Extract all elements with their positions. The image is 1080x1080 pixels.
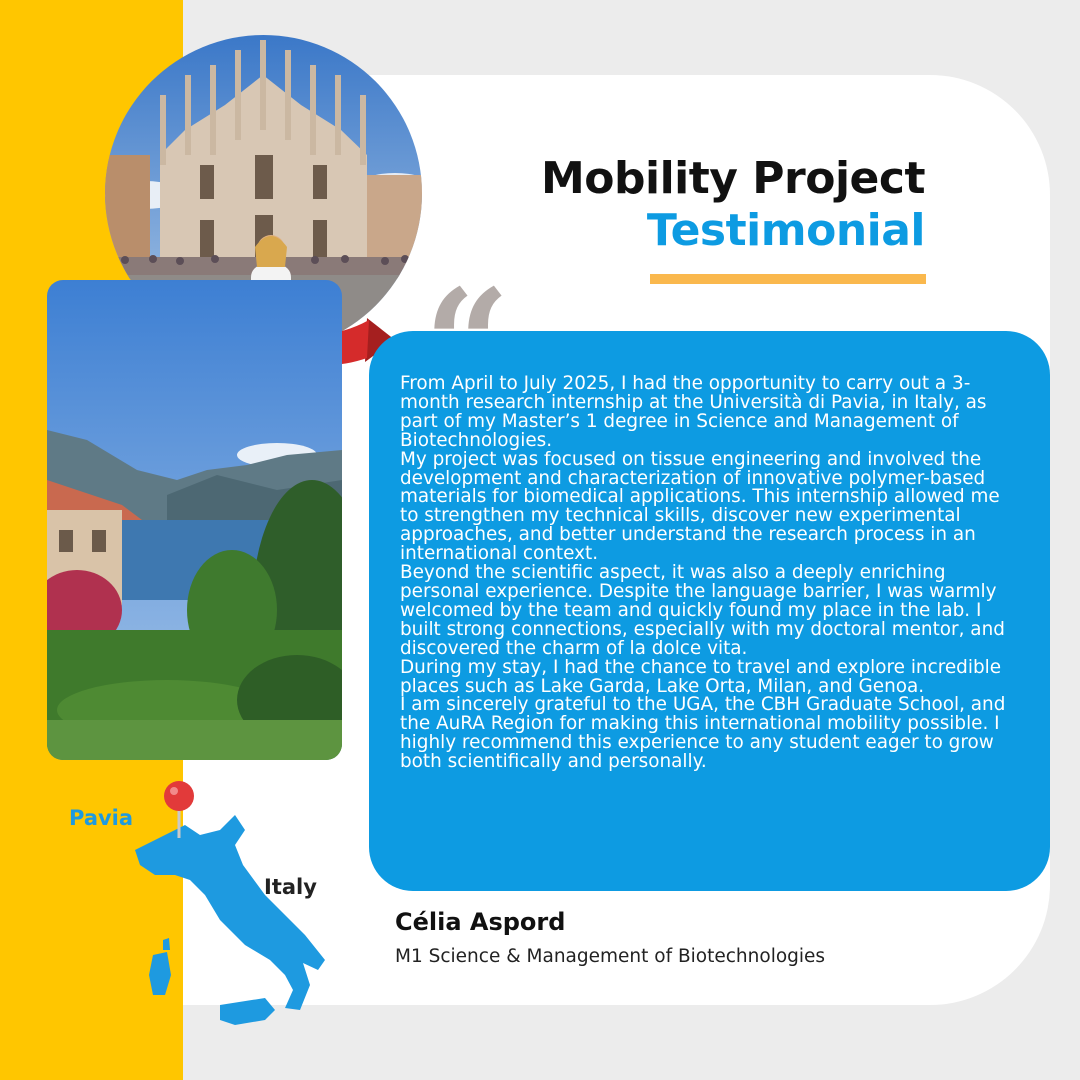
title-line-1: Mobility Project bbox=[540, 153, 925, 204]
lake-como-photo bbox=[47, 280, 342, 760]
testimonial-text: From April to July 2025, I had the opportunity to carry out a 3-month research internship at the Università di Pavia, in Italy, as part of my Master’s 1 degree in Science and Management of Biotechnologies. My project was focused on tissue engineering and involved the development and characterization of innovative polymer-based materials for biomedical applications. This internship allowed me to strengthen my technical skills, discover new experimental approaches, and better understand the research process in an international context. Beyond the scientific aspect, it was also a deeply enriching personal experience. Despite the language barrier, I was warmly welcomed by the team and quickly found my place in the lab. I built strong connections, especially with my doctoral mentor, and discovered the charm of la dolce vita. During my stay, I had the chance to travel and explore incredible places such as Lake Garda, Lake Orta, Milan, and Genoa. I am sincerely grateful to the UGA, the CBH Graduate School, and the AuRA Region for making this international mobility possible. I highly recommend this experience to any student eager to grow both scientifically and personally. bbox=[400, 373, 1006, 773]
italy-label: Italy bbox=[264, 875, 317, 899]
author-name: Célia Aspord bbox=[395, 908, 566, 936]
title-line-2: Testimonial bbox=[646, 205, 925, 256]
pavia-label: Pavia bbox=[69, 806, 134, 830]
author-role: M1 Science & Management of Biotechnologies bbox=[395, 946, 826, 967]
title-underline bbox=[650, 274, 926, 284]
italy-map bbox=[125, 770, 335, 1065]
quote-mark-icon: “ bbox=[424, 257, 511, 433]
map-pin-icon bbox=[162, 780, 196, 840]
page-title bbox=[541, 153, 925, 257]
